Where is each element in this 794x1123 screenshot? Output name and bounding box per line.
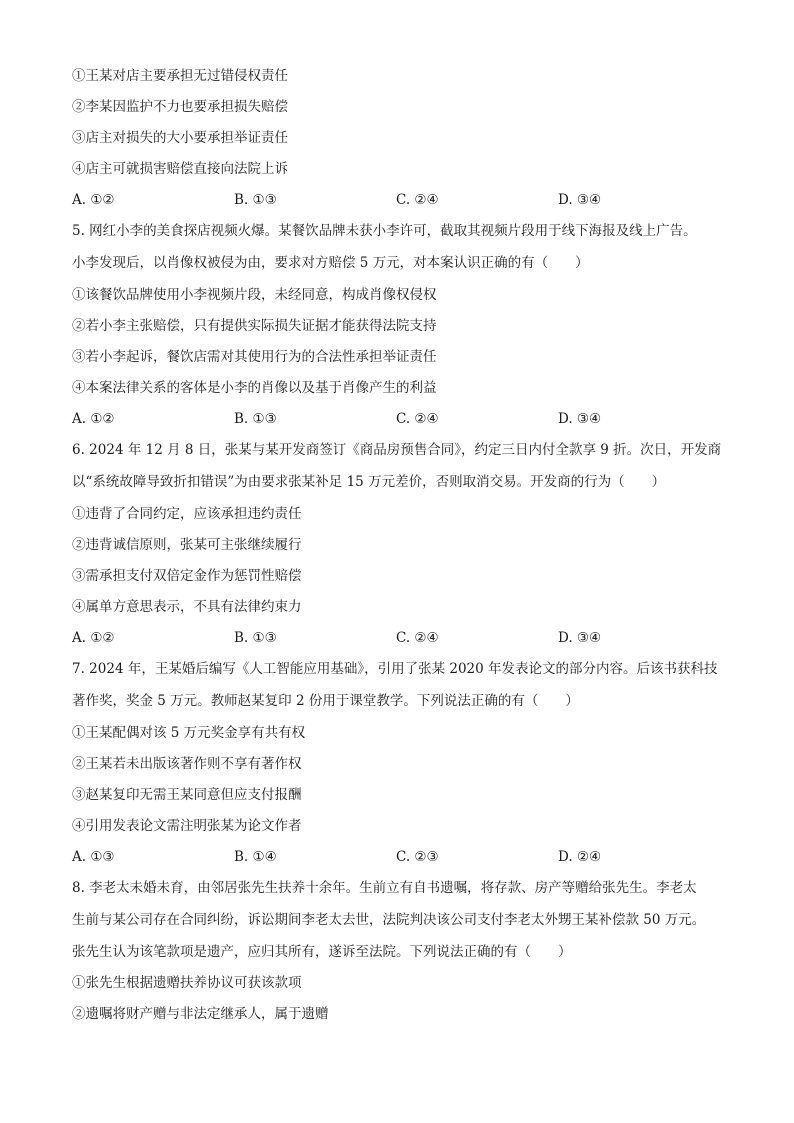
q5-option-c[interactable]: C. ②④ — [396, 411, 439, 427]
q5-item-1: ①该餐饮品牌使用小李视频片段，未经同意，构成肖像权侵权 — [72, 287, 437, 303]
q5-option-b[interactable]: B. ①③ — [234, 411, 277, 427]
q5-item-4: ④本案法律关系的客体是小李的肖像以及基于肖像产生的利益 — [72, 380, 437, 396]
q5-stem-line-1: 5. 网红小李的美食探店视频火爆。某餐饮品牌未获小李许可，截取其视频片段用于线下海报及线上广告。 — [72, 223, 697, 239]
q5-item-2: ②若小李主张赔偿，只有提供实际损失证据才能获得法院支持 — [72, 318, 437, 334]
q6-option-d[interactable]: D. ③④ — [558, 630, 602, 646]
q6-stem-line-2: 以“系统故障导致折扣错误”为由要求张某补足 15 万元差价，否则取消交易。开发商的行为（ ） — [72, 474, 666, 490]
q7-item-2: ②王某若未出版该著作则不享有著作权 — [72, 756, 302, 772]
q4-item-2: ②李某因监护不力也要承担损失赔偿 — [72, 99, 288, 115]
q4-option-a[interactable]: A. ①② — [72, 192, 115, 208]
q7-item-1: ①王某配偶对该 5 万元奖金享有共有权 — [72, 725, 306, 741]
q4-item-1: ①王某对店主要承担无过错侵权责任 — [72, 68, 288, 84]
q4-option-d[interactable]: D. ③④ — [558, 192, 602, 208]
q6-option-c[interactable]: C. ②④ — [396, 630, 439, 646]
q5-stem-line-2: 小李发现后，以肖像权被侵为由，要求对方赔偿 5 万元，对本案认识正确的有（ ） — [72, 255, 589, 271]
q7-stem-line-1: 7. 2024 年，王某婚后编写《人工智能应用基础》，引用了张某 2020 年发表论文的部分内容。后该书获科技 — [72, 661, 718, 677]
q6-item-4: ④属单方意思表示，不具有法律约束力 — [72, 599, 302, 615]
q4-item-4: ④店主可就损害赔偿直接向法院上诉 — [72, 161, 288, 177]
q8-item-2: ②遗嘱将财产赠与非法定继承人，属于遗赠 — [72, 1006, 329, 1022]
q5-item-3: ③若小李起诉，餐饮店需对其使用行为的合法性承担举证责任 — [72, 349, 437, 365]
q5-option-d[interactable]: D. ③④ — [558, 411, 602, 427]
q7-option-d[interactable]: D. ②④ — [558, 849, 602, 865]
q4-option-c[interactable]: C. ②④ — [396, 192, 439, 208]
q8-stem-line-2: 生前与某公司存在合同纠纷，诉讼期间李老太去世，法院判决该公司支付李老太外甥王某补偿款 50 万元。 — [72, 912, 706, 928]
q7-option-a[interactable]: A. ①③ — [72, 849, 115, 865]
q4-option-b[interactable]: B. ①③ — [234, 192, 277, 208]
q6-option-b[interactable]: B. ①③ — [234, 630, 277, 646]
q4-item-3: ③店主对损失的大小要承担举证责任 — [72, 130, 288, 146]
q7-item-3: ③赵某复印无需王某同意但应支付报酬 — [72, 787, 302, 803]
q6-stem-line-1: 6. 2024 年 12 月 8 日，张某与某开发商签订《商品房预售合同》，约定三日内付全款享 9 折。次日，开发商 — [72, 442, 722, 458]
q7-option-b[interactable]: B. ①④ — [234, 849, 277, 865]
q6-item-1: ①违背了合同约定，应该承担违约责任 — [72, 506, 302, 522]
q7-item-4: ④引用发表论文需注明张某为论文作者 — [72, 818, 302, 834]
q6-item-2: ②违背诚信原则，张某可主张继续履行 — [72, 537, 302, 553]
q8-stem-line-1: 8. 李老太未婚未育，由邻居张先生扶养十余年。生前立有自书遗嘱，将存款、房产等赠给张先生。李老太 — [72, 880, 697, 896]
q7-stem-line-2: 著作奖，奖金 5 万元。教师赵某复印 2 份用于课堂教学。下列说法正确的有（ ） — [72, 693, 579, 709]
q8-item-1: ①张先生根据遗赠扶养协议可获该款项 — [72, 975, 302, 991]
q6-item-3: ③需承担支付双倍定金作为惩罚性赔偿 — [72, 568, 302, 584]
q6-option-a[interactable]: A. ①② — [72, 630, 115, 646]
q7-option-c[interactable]: C. ②③ — [396, 849, 439, 865]
q5-option-a[interactable]: A. ①② — [72, 411, 115, 427]
q8-stem-line-3: 张先生认为该笔款项是遗产，应归其所有，遂诉至法院。下列说法正确的有（ ） — [72, 944, 572, 960]
